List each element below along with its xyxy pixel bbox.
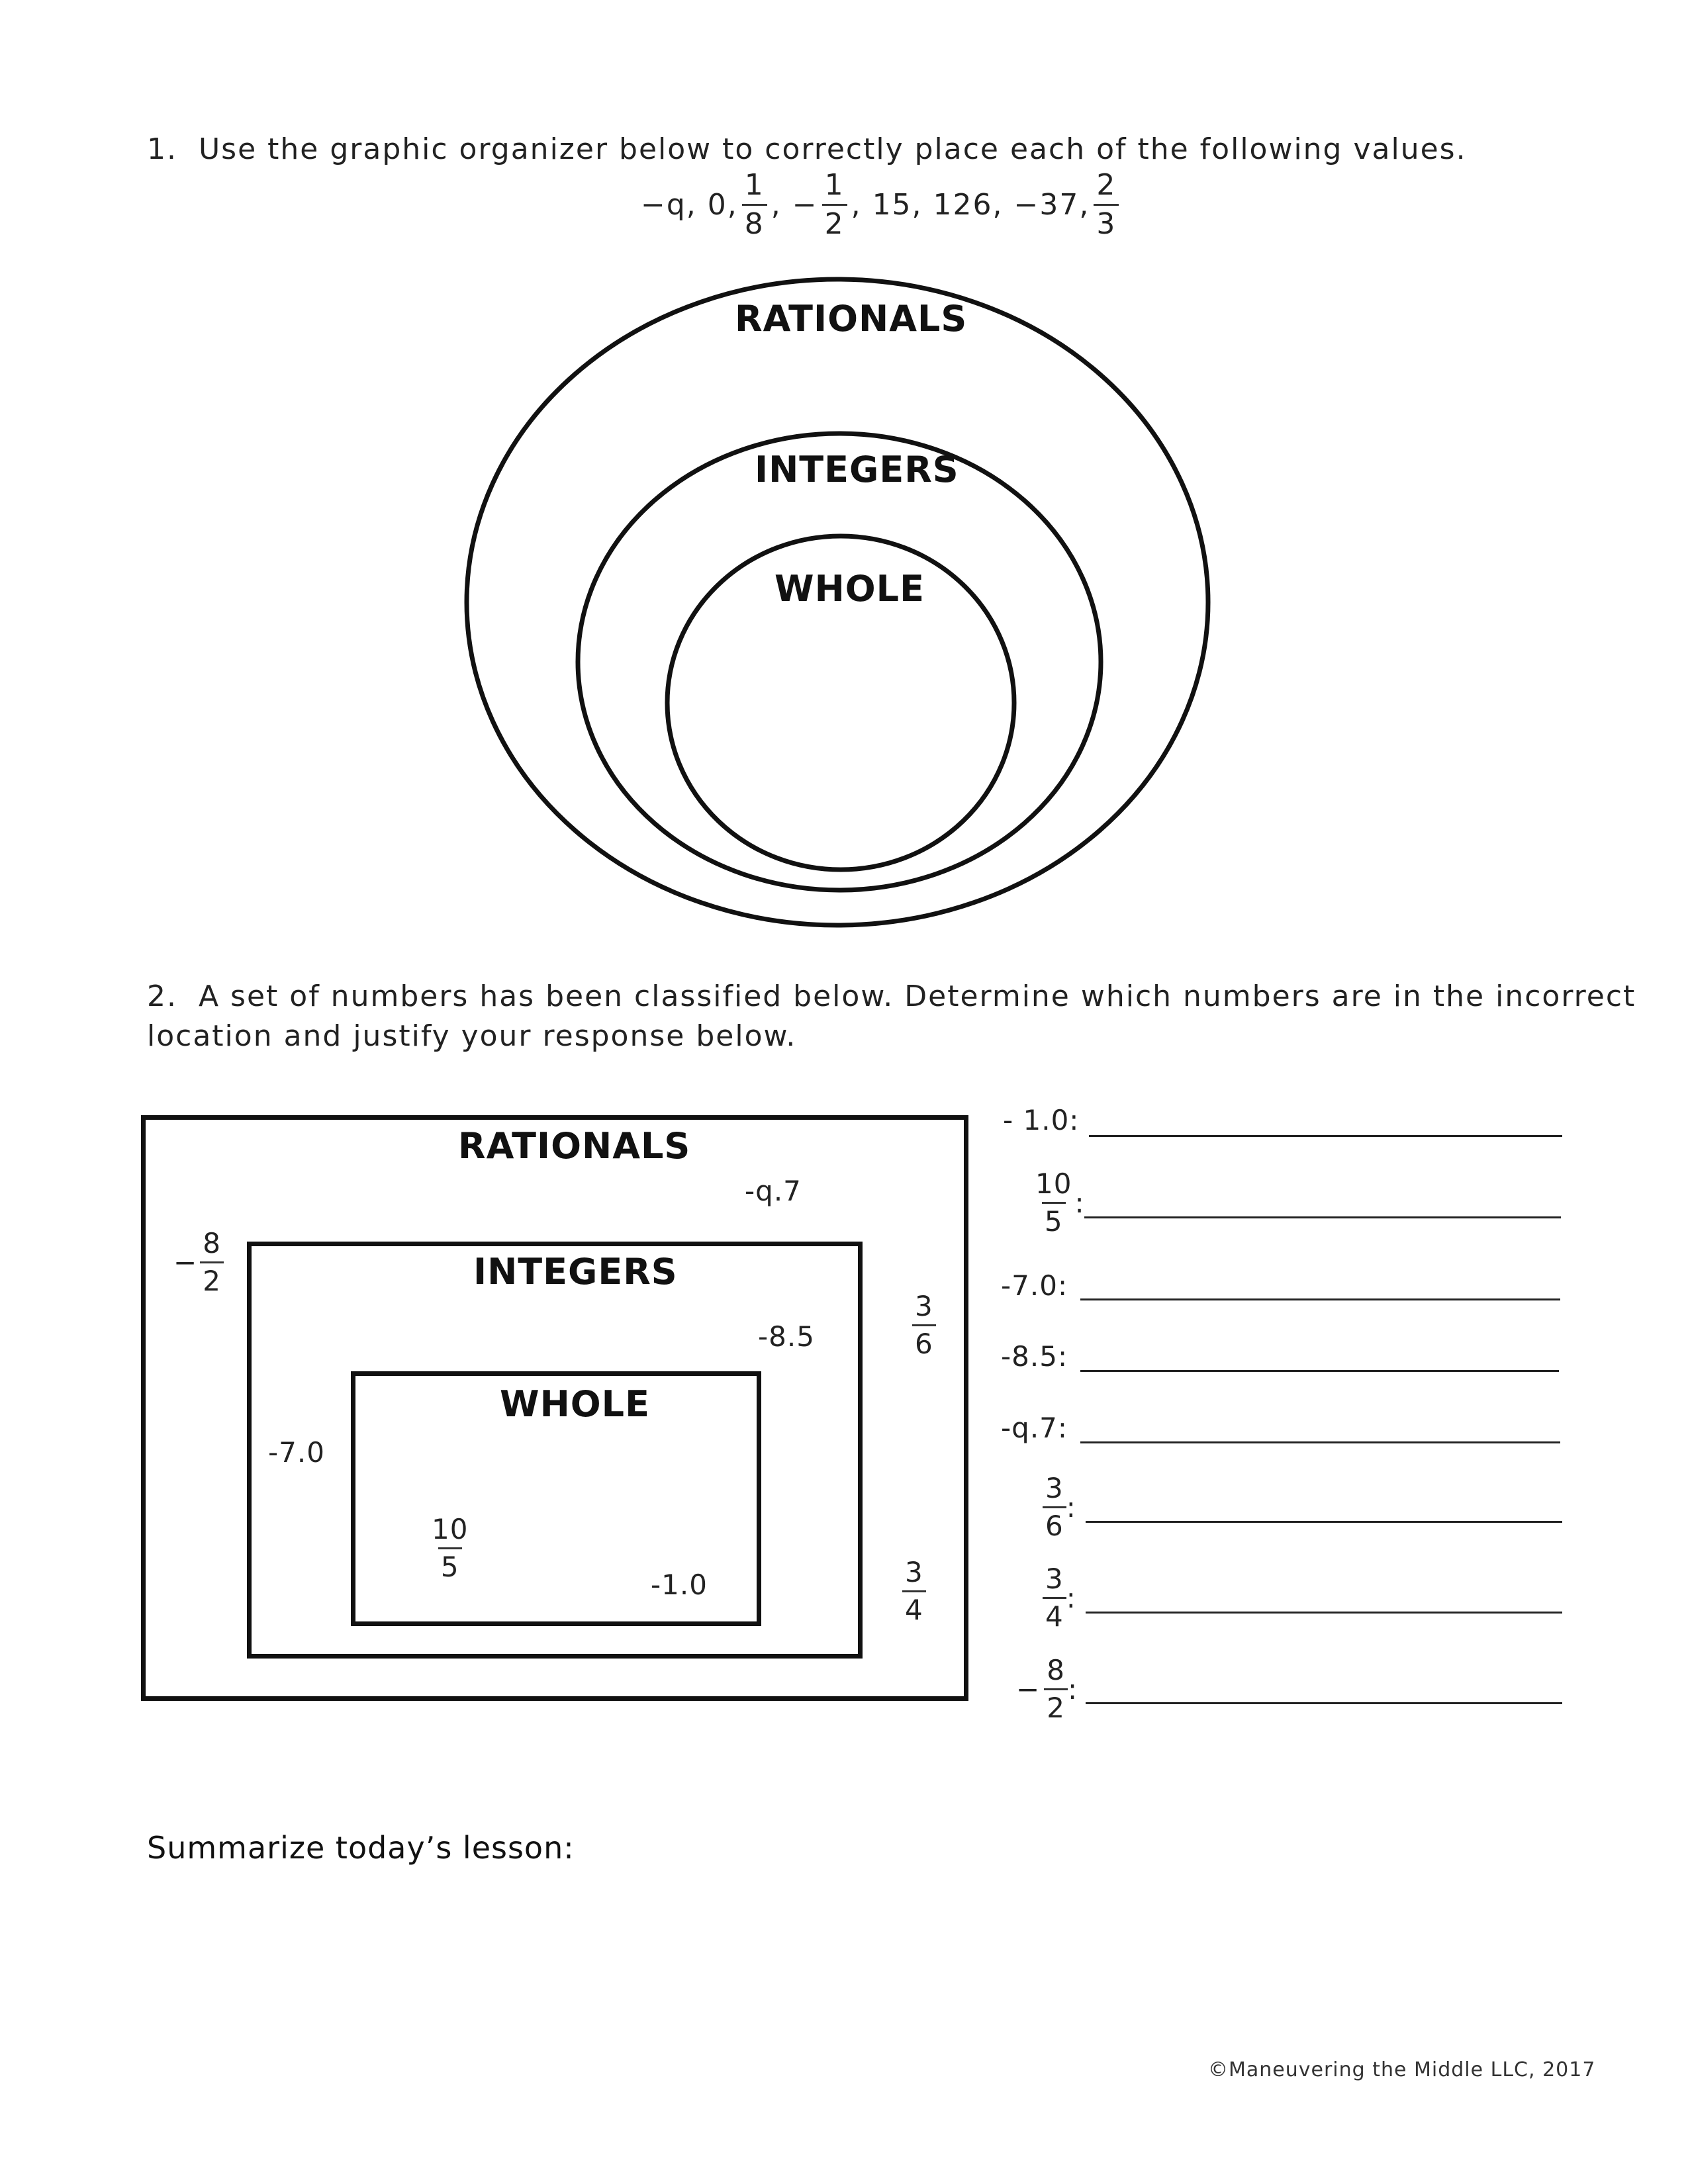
answer-label-neg-7-0: -7.0: (1001, 1269, 1068, 1302)
answer-label-3-over-4 (1043, 1565, 1076, 1631)
fraction-numerator: 3 (1045, 1472, 1064, 1504)
answer-label-neg-8-5: -8.5: (1001, 1340, 1068, 1373)
fraction-denominator: 3 (1094, 204, 1119, 239)
q2-label-whole: WHOLE (500, 1383, 650, 1425)
placed-value-neg-7-0: -7.0 (268, 1436, 325, 1469)
fraction-denominator: 6 (912, 1324, 936, 1358)
fraction-numerator: 10 (1035, 1167, 1072, 1200)
q1-values-sep: , − (771, 188, 818, 222)
q2-prompt-text: A set of numbers has been classified below. Determine which numbers are in the incorrect (198, 979, 1636, 1013)
fraction-numerator: 3 (915, 1290, 933, 1322)
venn-label-rationals: RATIONALS (735, 298, 968, 340)
answer-line-neg-8-over-2[interactable] (1086, 1702, 1562, 1704)
q1-number: 1. (147, 132, 177, 166)
placed-value-3-over-4 (902, 1556, 926, 1626)
negative-sign: − (173, 1246, 198, 1279)
fraction-numerator: 8 (203, 1227, 221, 1259)
fraction-denominator: 2 (1044, 1688, 1068, 1722)
fraction-numerator: 3 (1045, 1563, 1064, 1595)
answer-line-neg-1-0[interactable] (1089, 1135, 1562, 1137)
fraction (1043, 1565, 1066, 1631)
fraction-denominator: 4 (1043, 1597, 1066, 1631)
venn-label-integers: INTEGERS (755, 449, 959, 490)
fraction (200, 1227, 224, 1297)
summary-writing-area[interactable] (147, 1880, 1557, 2045)
placed-value-neg-9-7: -q.7 (745, 1175, 802, 1207)
colon: : (1066, 1491, 1076, 1524)
answer-label-neg-9-7: -q.7: (1001, 1412, 1068, 1444)
venn-label-whole: WHOLE (774, 568, 925, 610)
fraction-denominator: 2 (200, 1261, 224, 1295)
q2-number: 2. (147, 979, 177, 1013)
q1-values-part-a: −q, 0, (641, 188, 738, 222)
fraction-denominator: 2 (822, 204, 847, 239)
placed-value-10-over-5 (429, 1513, 471, 1583)
fraction-numerator: 3 (905, 1556, 923, 1588)
answer-label-10-over-5 (1033, 1167, 1085, 1238)
answer-line-neg-7-0[interactable] (1080, 1298, 1560, 1300)
fraction (1033, 1167, 1074, 1238)
placed-value-neg-8-5: -8.5 (758, 1320, 815, 1353)
q2-label-integers: INTEGERS (473, 1251, 678, 1293)
answer-label-neg-1-0: - 1.0: (1003, 1104, 1080, 1136)
q2-prompt-line1 (147, 979, 1636, 1013)
answer-line-3-over-4[interactable] (1086, 1612, 1562, 1614)
q2-prompt-line2: location and justify your response below. (147, 1019, 797, 1053)
fraction (902, 1556, 926, 1626)
fraction (429, 1513, 471, 1583)
fraction-denominator: 5 (438, 1547, 462, 1581)
answer-label-neg-8-over-2 (1016, 1654, 1078, 1724)
fraction-denominator: 6 (1043, 1506, 1066, 1540)
fraction-numerator: 1 (744, 168, 765, 202)
fraction-numerator: 1 (824, 168, 845, 202)
colon: : (1067, 1673, 1078, 1706)
placed-value-3-over-6 (912, 1290, 936, 1360)
fraction-denominator: 5 (1042, 1202, 1066, 1236)
colon: : (1066, 1582, 1076, 1614)
placed-value-neg-1-0: -1.0 (651, 1569, 708, 1601)
answer-line-neg-9-7[interactable] (1080, 1441, 1560, 1443)
summary-label: Summarize today’s lesson: (147, 1830, 575, 1866)
q1-values-part-b: , 15, 126, −37, (851, 188, 1090, 222)
answer-line-neg-8-5[interactable] (1080, 1370, 1559, 1372)
venn-integers-ellipse (578, 433, 1101, 890)
answer-line-10-over-5[interactable] (1084, 1216, 1561, 1218)
fraction (912, 1290, 936, 1360)
colon: : (1074, 1187, 1085, 1219)
fraction-denominator: 4 (902, 1590, 926, 1624)
answer-line-3-over-6[interactable] (1086, 1521, 1562, 1523)
fraction-numerator: 2 (1096, 168, 1117, 202)
fraction (1043, 1472, 1066, 1542)
fraction-denominator: 8 (742, 204, 767, 239)
fraction-numerator: 8 (1047, 1654, 1065, 1686)
q2-label-rationals: RATIONALS (458, 1125, 691, 1167)
fraction-numerator: 10 (432, 1513, 469, 1545)
negative-sign: − (1016, 1673, 1041, 1706)
q1-prompt-text: Use the graphic organizer below to correctly place each of the following values. (198, 132, 1467, 166)
fraction (1044, 1654, 1068, 1724)
copyright-footer: ©Maneuvering the Middle LLC, 2017 (1208, 2058, 1596, 2081)
answer-label-3-over-6 (1043, 1472, 1076, 1542)
placed-value-neg-8-over-2 (173, 1227, 224, 1297)
